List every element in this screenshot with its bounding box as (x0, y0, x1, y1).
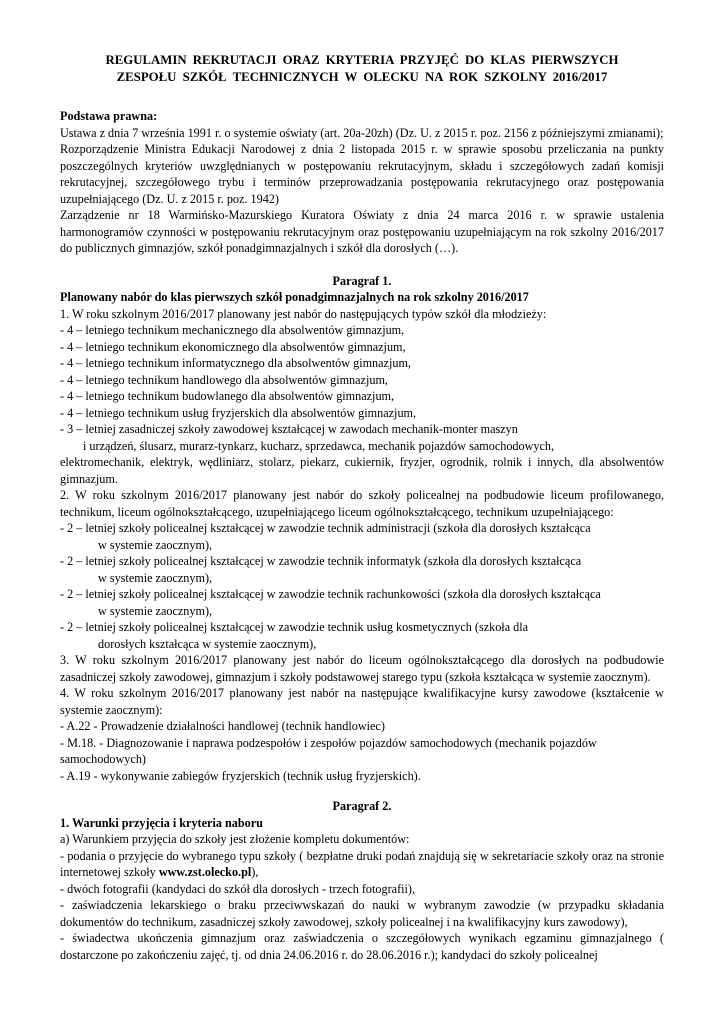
paragraph-1 (60, 273, 664, 785)
document-item-medical: - zaświadczenia lekarskiego o braku przeciwwskazań do nauki w wybranym zawodzie (w przypadku składania dokumentów do technikum, zasadniczej szkoły zawodowej, szkoły policealnej i na kwalifikacyjny kurs zawodowy), (60, 898, 664, 929)
legal-basis-act: Ustawa z dnia 7 września 1991 r. o systemie oświaty (art. 20a-20zh) (Dz. U. z 2015 r. poz. 2156 z późniejszymi zmianami); (60, 125, 664, 140)
list-item: - 4 – letniego technikum handlowego dla absolwentów gimnazjum, (60, 372, 388, 387)
document-item-certificate: - świadectwa ukończenia gimnazjum oraz zaświadczenia o szczegółowych wynikach egzaminu gimnazjalnego ( dostarczone po zakończeniu zajęć, tj. od dnia 24.06.2016 r. do 28.06.2016 r.); kandydaci do szkoły policealnej (60, 931, 664, 962)
list-item: - 2 – letniej szkoły policealnej kształcącej w zawodzie technik rachunkowości (szkoła dla dorosłych kształcąca (60, 587, 601, 601)
spacer (60, 784, 664, 798)
list-item: - 4 – letniego technikum mechanicznego dla absolwentów gimnazjum, (60, 323, 405, 337)
trade-list-continuation: elektromechanik, elektryk, wędliniarz, stolarz, piekarz, cukiernik, fryzjer, ogrodnik, rolnik i innych, dla absolwentów gimnazjum. (60, 455, 664, 486)
post-secondary-list (60, 520, 664, 652)
list-item: - 2 – letniej szkoły policealnej kształcącej w zawodzie technik informatyk (szkoła dla dorosłych kształcąca (60, 554, 582, 568)
course-list (60, 718, 664, 784)
trade-list-continuation-first: i urządzeń, ślusarz, murarz-tynkarz, kucharz, sprzedawca, mechanik pojazdów samochodowych, (83, 438, 555, 453)
school-type-list (60, 322, 664, 438)
legal-basis-order: Zarządzenie nr 18 Warmińsko-Mazurskiego Kuratora Oświaty z dnia 24 marca 2016 r. w sprawie ustalenia harmonogramów czynności w postępowaniu rekrutacyjnym oraz postępowaniu uzupełniającym na rok szkolny 2016/2017 do publicznych gimnazjów, szkół ponadgimnazjalnych i szkół dla dorosłych (…). (60, 208, 664, 255)
documents-intro: a) Warunkiem przyjęcia do szkoły jest złożenie kompletu dokumentów: (60, 832, 410, 846)
document-item-application-end: ), (251, 865, 259, 879)
section-4-intro: 4. W roku szkolnym 2016/2017 planowany jest nabór na następujące kwalifikacyjne kursy zawodowe (kształcenie w systemie zaocznym): (60, 686, 664, 717)
section-1-intro: 1. W roku szkolnym 2016/2017 planowany jest nabór do następujących typów szkół dla młodzieży: (60, 306, 547, 321)
legal-basis-section (60, 108, 664, 257)
title-line-2: ZESPOŁU SZKÓŁ TECHNICZNYCH W OLECKU NA ROK SZKOLNY 2016/2017 (116, 69, 608, 84)
list-item: - 4 – letniego technikum informatycznego dla absolwentów gimnazjum, (60, 356, 411, 370)
paragraph-1-subheading: Planowany nabór do klas pierwszych szkół ponadgimnazjalnych na rok szkolny 2016/2017 (60, 290, 529, 304)
document-item-application-text: - podania o przyjęcie do wybranego typu szkoły ( bezpłatne druki podań znajdują się w sekretariacie szkoły oraz na stronie internetowej szkoły (60, 848, 664, 879)
list-item: - 3 – letniej zasadniczej szkoły zawodowej kształcącej w zawodach mechanik-monter maszyn (60, 422, 518, 436)
spacer (60, 257, 664, 273)
list-item-continuation: dorosłych kształcąca w systemie zaocznym), (98, 636, 317, 651)
section-3: 3. W roku szkolnym 2016/2017 planowany jest nabór do liceum ogólnokształcącego dla dorosłych na podbudowie zasadniczej szkoły zawodowej, gimnazjum i szkoły podstawowej starego typu (szkoła kształcąca w systemie zaocznym). (60, 653, 664, 684)
title-line-1: REGULAMIN REKRUTACJI ORAZ KRYTERIA PRZYJĘĆ DO KLAS PIERWSZYCH (105, 53, 619, 67)
legal-basis-regulation: Rozporządzenie Ministra Edukacji Narodowej z dnia 2 listopada 2015 r. w sprawie sposobu przeliczania na punkty poszczególnych kryteriów uwzględnianych w postępowaniu rekrutacyjnym, składu i szczegółowych zadań komisji rekrutacyjnej, szczegółowego trybu i terminów przeprowadzania postępowania rekrutacyjnego oraz postępowania uzupełniającego (Dz. U. z 2015 r. poz. 1942) (60, 142, 664, 206)
document-item-application (60, 848, 664, 881)
list-item: - 2 – letniej szkoły policealnej kształcącej w zawodzie technik usług kosmetycznych (szkoła dla (60, 620, 529, 634)
list-item-continuation: w systemie zaocznym), (98, 537, 213, 552)
document-item-photos: - dwóch fotografii (kandydaci do szkół dla dorosłych - trzech fotografii), (60, 881, 416, 896)
list-item: - A.22 - Prowadzenie działalności handlowej (technik handlowiec) (60, 719, 385, 733)
document-title (60, 52, 664, 85)
legal-basis-heading: Podstawa prawna: (60, 109, 158, 123)
section-2-intro: 2. W roku szkolnym 2016/2017 planowany jest nabór do szkoły policealnej na podbudowie liceum profilowanego, technikum, liceum ogólnokształcącego, uzupełniającego liceum ogólnokształcącego, technikum uzupełniającego: (60, 488, 664, 519)
list-item: - 4 – letniego technikum usług fryzjerskich dla absolwentów gimnazjum, (60, 405, 417, 420)
list-item: - M.18. - Diagnozowanie i naprawa podzespołów i zespołów pojazdów samochodowych (mechanik pojazdów samochodowych) (60, 735, 597, 766)
list-item-continuation: w systemie zaocznym), (98, 570, 213, 585)
list-item: - 4 – letniego technikum ekonomicznego dla absolwentów gimnazjum, (60, 339, 406, 354)
list-item: - A.19 - wykonywanie zabiegów fryzjerskich (technik usług fryzjerskich). (60, 768, 421, 783)
list-item-continuation: w systemie zaocznym), (98, 603, 213, 618)
school-website-link[interactable]: www.zst.olecko.pl (158, 865, 252, 879)
paragraph-2-subheading: 1. Warunki przyjęcia i kryteria naboru (60, 815, 263, 830)
paragraph-2 (60, 798, 664, 963)
paragraph-1-heading: Paragraf 1. (332, 273, 392, 288)
list-item: - 4 – letniego technikum budowlanego dla absolwentów gimnazjum, (60, 389, 395, 403)
paragraph-2-heading: Paragraf 2. (332, 799, 392, 813)
list-item: - 2 – letniej szkoły policealnej kształcącej w zawodzie technik administracji (szkoła dla dorosłych kształcąca (60, 521, 591, 535)
